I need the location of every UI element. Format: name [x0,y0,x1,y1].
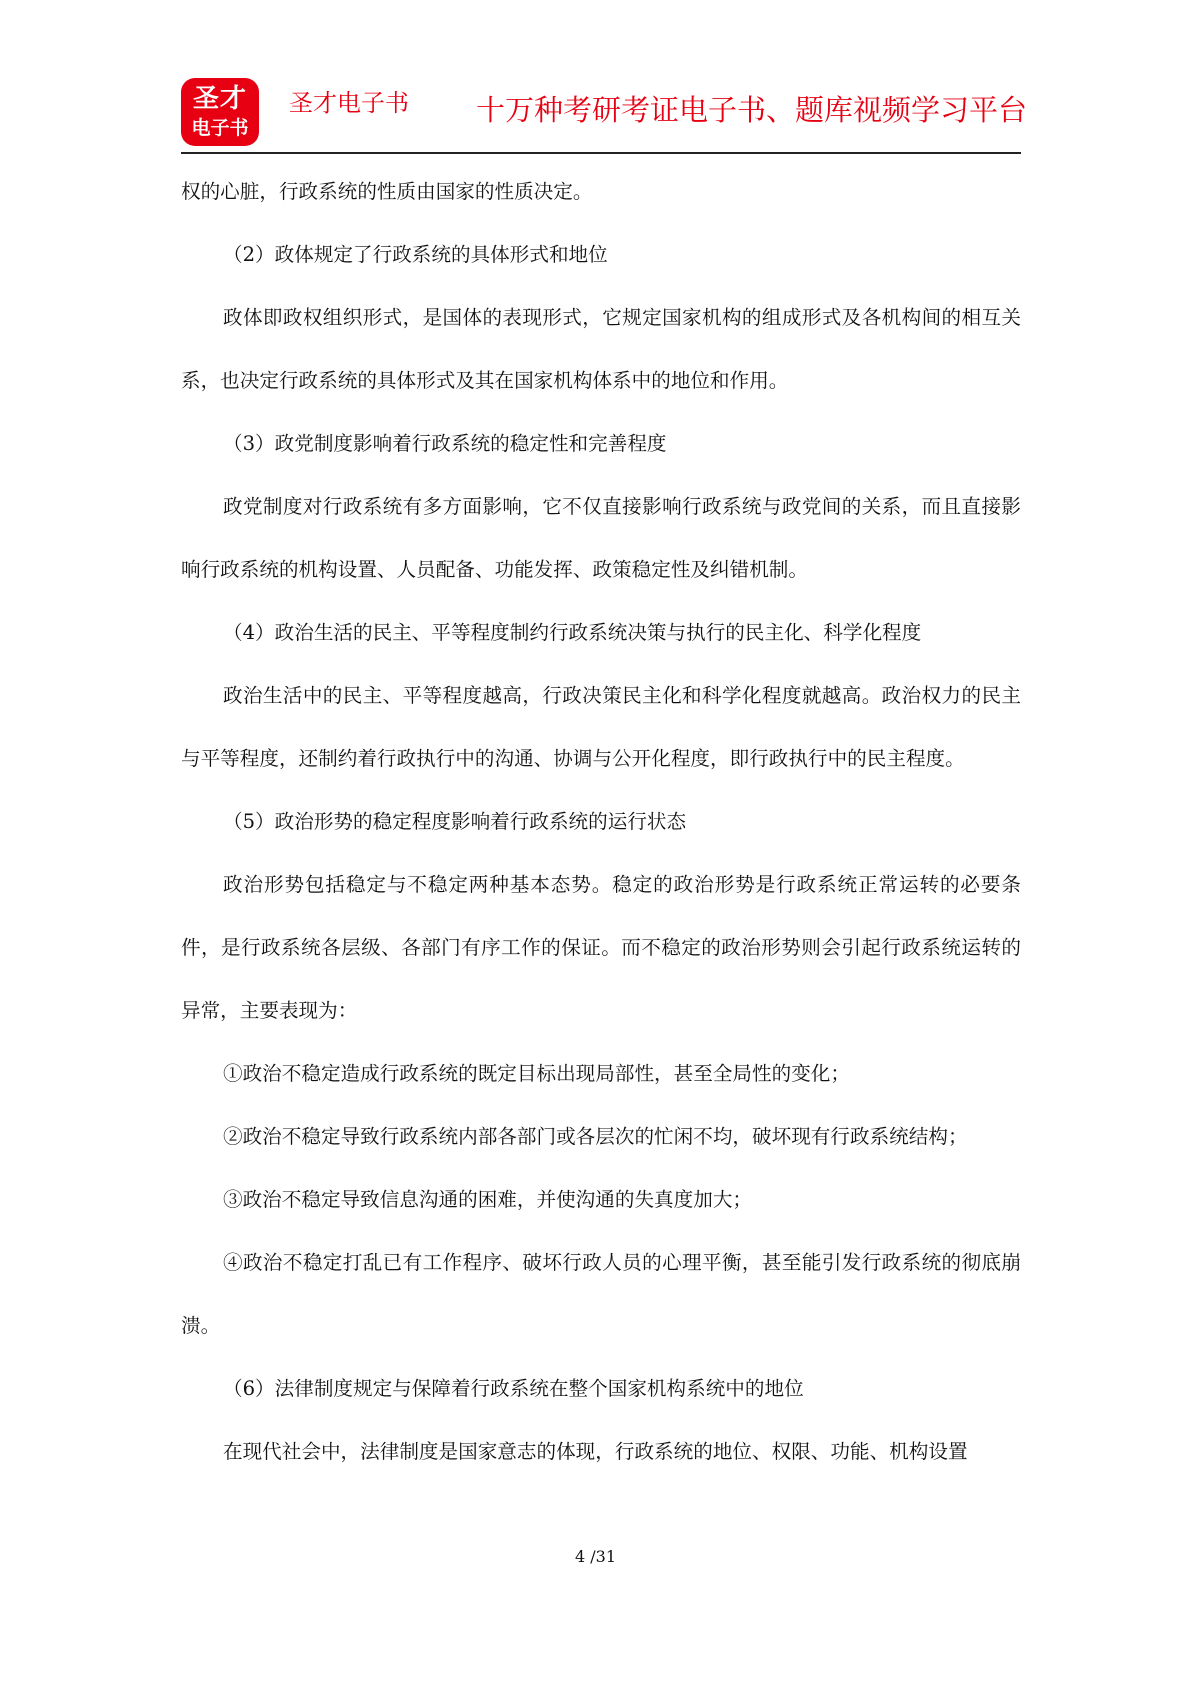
paragraph: 政治生活中的民主、平等程度越高，行政决策民主化和科学化程度就越高。政治权力的民主与平等程度，还制约着行政执行中的沟通、协调与公开化程度，即行政执行中的民主程度。 [181,684,1021,770]
list-item: ③政治不稳定导致信息沟通的困难，并使沟通的失真度加大； [223,1188,753,1211]
section-heading: （5）政治形势的稳定程度影响着行政系统的运行状态 [223,810,687,833]
paragraph: 在现代社会中，法律制度是国家意志的体现，行政系统的地位、权限、功能、机构设置 [223,1440,968,1463]
page-number: 4 /31 [574,1547,616,1566]
paragraph: 政体即政权组织形式，是国体的表现形式，它规定国家机构的组成形式及各机构间的相互关系，也决定行政系统的具体形式及其在国家机构体系中的地位和作用。 [181,306,1021,392]
list-item: ④政治不稳定打乱已有工作程序、破坏行政人员的心理平衡，甚至能引发行政系统的彻底崩溃。 [181,1251,1021,1337]
logo-line2: 电子书 [191,117,249,139]
shengcai-logo [181,78,259,146]
brand-name: 圣才电子书 [289,89,409,117]
list-item: ①政治不稳定造成行政系统的既定目标出现局部性，甚至全局性的变化； [223,1062,850,1085]
paragraph: 权的心脏，行政系统的性质由国家的性质决定。 [181,180,593,203]
document-body [181,160,1021,1483]
page-header [181,78,1028,154]
logo-line1: 圣才 [192,84,247,114]
section-heading: （2）政体规定了行政系统的具体形式和地位 [223,243,608,266]
header-slogan: 十万种考研考证电子书、题库视频学习平台 [476,93,1028,127]
list-item: ②政治不稳定导致行政系统内部各部门或各层次的忙闲不均，破坏现有行政系统结构； [223,1125,968,1148]
paragraph: 政党制度对行政系统有多方面影响，它不仅直接影响行政系统与政党间的关系，而且直接影响行政系统的机构设置、人员配备、功能发挥、政策稳定性及纠错机制。 [181,495,1021,581]
section-heading: （6）法律制度规定与保障着行政系统在整个国家机构系统中的地位 [223,1377,804,1400]
paragraph: 政治形势包括稳定与不稳定两种基本态势。稳定的政治形势是行政系统正常运转的必要条件，是行政系统各层级、各部门有序工作的保证。而不稳定的政治形势则会引起行政系统运转的异常，主要表现为： [181,873,1021,1022]
section-heading: （4）政治生活的民主、平等程度制约行政系统决策与执行的民主化、科学化程度 [223,621,922,644]
section-heading: （3）政党制度影响着行政系统的稳定性和完善程度 [223,432,667,455]
